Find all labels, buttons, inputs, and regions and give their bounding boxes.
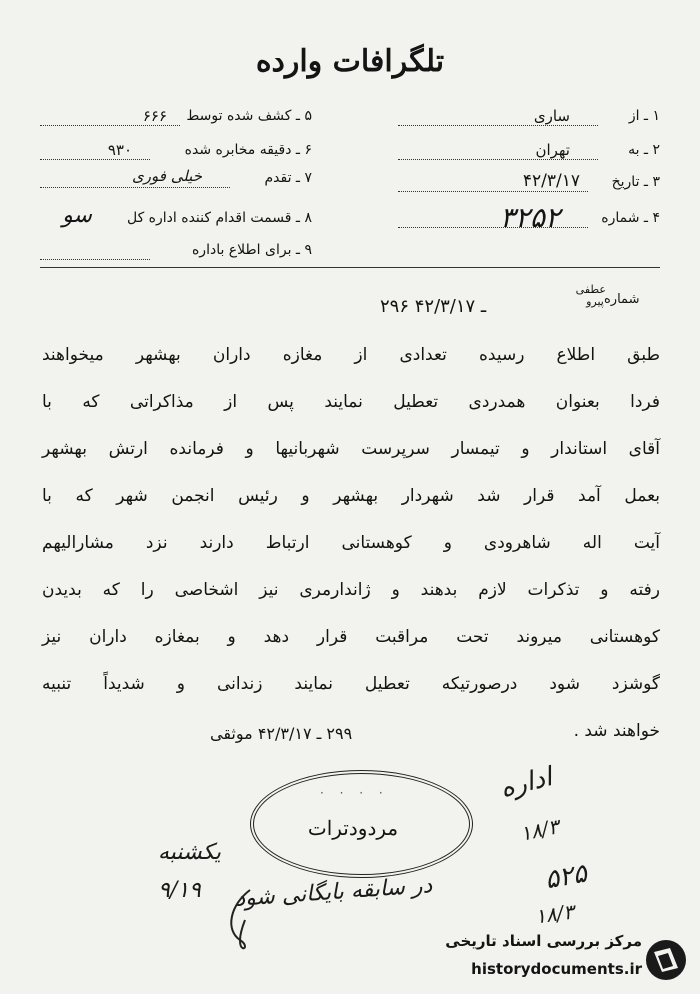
handwriting-bottom-note: در سابقه بایگانی شود [234,873,434,912]
field-priority-value: خیلی فوری [132,167,202,185]
message-line: فردا بعنوان همدردی تعطیل نمایند پس از مذاکراتی که با [42,392,660,412]
field-decoded-by-label: ۵ ـ کشف شده توسط [186,108,312,124]
field-decoded-by [40,104,312,132]
handwriting-left-date: ۹/۱۹ [158,878,201,903]
field-priority [40,166,312,194]
field-number [398,198,660,234]
oval-stamp-text: مردودترات [307,816,399,840]
field-decoded-by-line [40,125,180,126]
document-title: تلگرافات وارده [255,44,445,79]
field-number-value: ۳۲۵۲ [499,201,560,234]
handwriting-left-name: یکشنبه [158,840,221,865]
field-number-label: ۴ ـ شماره [601,210,660,226]
field-transmitted-minute-label: ۶ ـ دقیقه مخابره شده [184,142,312,158]
field-priority-line [40,187,230,188]
handwriting-right-date2: ۱۸/۳ [533,899,576,929]
header-divider [40,267,660,268]
field-from-value: ساری [533,107,570,125]
field-date-value: ۴۲/۳/۱۷ [522,171,580,191]
logo-text-fa: مرکز بررسی اسناد تاریخی [445,932,642,950]
message-line: آقای استاندار و تیمسار سرپرست شهربانیها و فرمانده ارتش بهشهر [42,439,660,459]
field-from [398,104,660,132]
archive-logo [410,930,690,988]
field-to-value: تهران [535,141,570,159]
field-for-info [40,238,312,266]
shomare-label: شماره [604,292,640,307]
archive-logo-icon [644,938,688,982]
field-for-info-label: ۹ ـ برای اطلاع باداره [191,242,312,258]
message-line: آیت اله شاهرودی و کوهستانی ارتباط دارند نزد مشارالیهم [42,533,660,553]
field-to [398,138,660,166]
field-priority-label: ۷ ـ تقدم [264,170,312,186]
handwriting-right-top: اداره [497,762,556,804]
message-number: ۲۹۶ ـ ۴۲/۳/۱۷ [380,296,487,317]
logo-text-en: historydocuments.ir [471,960,642,978]
signature-scribble [210,880,290,960]
field-transmitted-minute-value: ۹۳۰ [107,141,132,159]
stamp-dots: · · · · [320,786,389,800]
message-line: کوهستانی میروند تحت مراقبت قرار دهد و بمغازه داران نیز [42,627,660,647]
field-transmitted-minute [40,138,312,166]
field-from-line [398,125,598,126]
field-decoded-by-value: ۶۶۶ [142,107,167,125]
message-line: خواهند شد . [573,721,660,741]
field-date-label: ۳ ـ تاریخ [611,174,660,190]
message-line: رفته و تذکرات لازم بدهند و ژاندارمری نیز اشخاصی را که بدیدن [42,580,660,600]
field-transmitted-minute-line [40,159,150,160]
field-date [398,170,660,198]
message-body [42,332,660,755]
handwriting-right-date1: ۱۸/۳ [517,814,562,846]
field-date-line [398,191,588,192]
message-line: گوشزد شود درصورتیکه تعطیل نمایند زندانی و شدیداً تنبیه [42,674,660,694]
message-line: بعمل آمد قرار شد شهردار بهشهر و رئیس انجمن شهر که با [42,486,660,506]
message-line: طبق اطلاع رسیده تعدادی از مغازه داران بهشهر میخواهند [42,345,660,365]
field-action-dept-value: سو [62,203,92,228]
field-action-dept [30,198,312,232]
shomare-stamp: عطفی پیرو [575,283,606,308]
field-action-dept-label: ۸ ـ قسمت اقدام کننده اداره کل [126,210,312,226]
field-from-label: ۱ ـ از [628,108,660,124]
field-to-line [398,159,598,160]
message-footer: ۲۹۹ ـ ۴۲/۳/۱۷ موثقی [210,724,353,743]
field-to-label: ۲ ـ به [628,142,660,158]
handwriting-right-num: ۵۲۵ [542,858,590,896]
field-for-info-line [40,259,150,260]
